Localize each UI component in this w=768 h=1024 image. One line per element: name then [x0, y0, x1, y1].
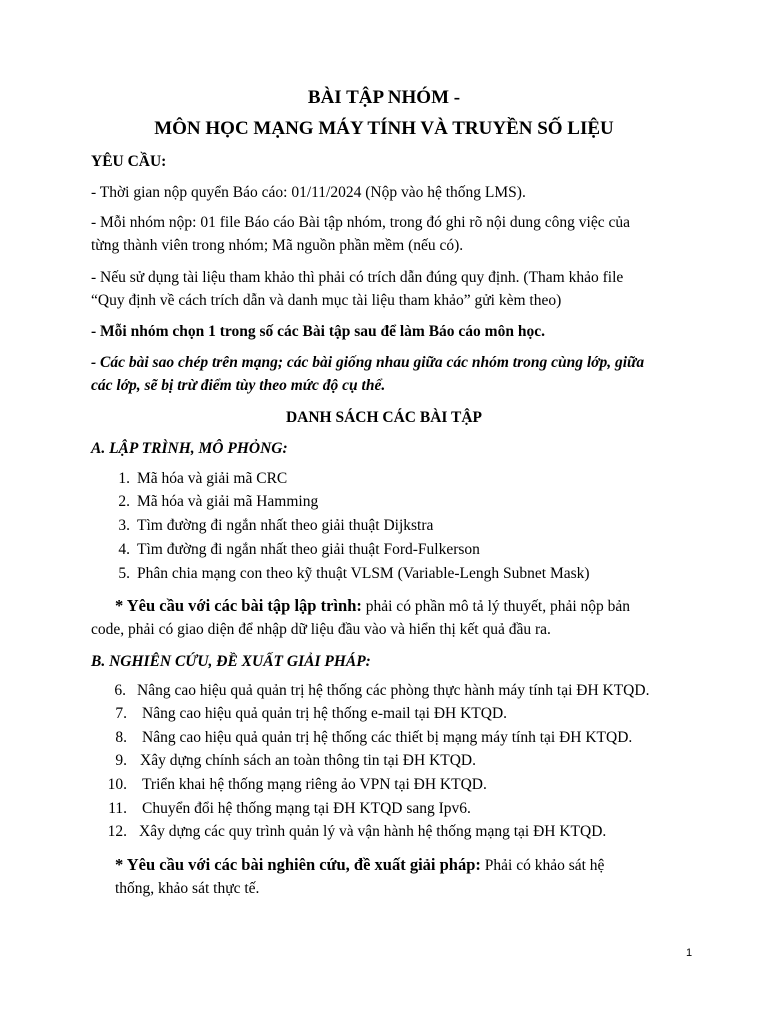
choose-text: - Mỗi nhóm chọn 1 trong số các Bài tập sau để làm Báo cáo môn học.	[91, 323, 545, 340]
submission-text-1: - Mỗi nhóm nộp: 01 file Báo cáo Bài tập nhóm, trong đó ghi rõ nội dung công việc của	[91, 214, 630, 231]
item-text: Chuyển đổi hệ thống mạng tại ĐH KTQD sang Ipv6.	[142, 800, 471, 817]
deadline-text: - Thời gian nộp quyển Báo cáo: 01/11/2024 (Nộp vào hệ thống LMS).	[91, 184, 526, 201]
item-text: Nâng cao hiệu quả quản trị hệ thống các phòng thực hành máy tính tại ĐH KTQD.	[137, 682, 650, 699]
item-number: 4.	[118, 541, 130, 558]
item-number: 6.	[114, 682, 126, 699]
section-a-requirement-1	[115, 594, 630, 618]
citation-text-1: - Nếu sử dụng tài liệu tham khảo thì phải có trích dẫn đúng quy định. (Tham khảo file	[91, 269, 624, 286]
item-number: 9.	[115, 752, 127, 769]
item-text: Nâng cao hiệu quả quản trị hệ thống e-mail tại ĐH KTQD.	[142, 705, 508, 722]
item-number: 3.	[118, 517, 130, 534]
item-text: Triển khai hệ thống mạng riêng ảo VPN tại ĐH KTQD.	[142, 776, 487, 793]
requirement-text: phải có phần mô tả lý thuyết, phải nộp bản	[361, 598, 631, 615]
item-text: Tìm đường đi ngắn nhất theo giải thuật Dijkstra	[137, 517, 434, 534]
requirements-heading: YÊU CẦU:	[91, 153, 167, 170]
item-text: Xây dựng chính sách an toàn thông tin tại ĐH KTQD.	[140, 752, 476, 769]
item-text: Nâng cao hiệu quả quản trị hệ thống các thiết bị mạng máy tính tại ĐH KTQD.	[142, 729, 633, 746]
section-a-requirement-2: code, phải có giao diện để nhập dữ liệu đầu vào và hiển thị kết quả đầu ra.	[91, 621, 551, 638]
item-number: 5.	[118, 565, 130, 582]
title-line-1: BÀI TẬP NHÓM -	[307, 87, 461, 108]
item-number: 2.	[118, 493, 130, 510]
citation-text-2: “Quy định về cách trích dẫn và danh mục tài liệu tham khảo” gửi kèm theo)	[91, 292, 562, 309]
section-b-heading: B. NGHIÊN CỨU, ĐỀ XUẤT GIẢI PHÁP:	[91, 653, 371, 670]
item-number: 8.	[115, 729, 127, 746]
title-line-2: MÔN HỌC MẠNG MÁY TÍNH VÀ TRUYỀN SỐ LIỆU	[154, 118, 614, 139]
item-text: Mã hóa và giải mã CRC	[137, 470, 288, 487]
page-number: 1	[686, 947, 693, 959]
section-b-requirement-2: thống, khảo sát thực tế.	[115, 880, 260, 897]
item-number: 11.	[108, 800, 127, 817]
section-a-heading: A. LẬP TRÌNH, MÔ PHỎNG:	[91, 440, 288, 457]
requirement-lead: * Yêu cầu với các bài nghiên cứu, đề xuất giải pháp:	[115, 855, 481, 874]
item-text: Xây dựng các quy trình quản lý và vận hành hệ thống mạng tại ĐH KTQD.	[139, 823, 607, 840]
submission-text-2: từng thành viên trong nhóm; Mã nguồn phần mềm (nếu có).	[91, 237, 464, 254]
item-number: 12.	[107, 823, 127, 840]
item-number: 7.	[115, 705, 127, 722]
section-b-requirement-1	[115, 853, 604, 877]
item-number: 1.	[118, 470, 130, 487]
item-text: Phân chia mạng con theo kỹ thuật VLSM (Variable-Lengh Subnet Mask)	[137, 565, 590, 582]
requirement-lead: * Yêu cầu với các bài tập lập trình:	[115, 596, 362, 615]
item-text: Tìm đường đi ngắn nhất theo giải thuật Ford-Fulkerson	[137, 541, 480, 558]
warning-text-1: - Các bài sao chép trên mạng; các bài giống nhau giữa các nhóm trong cùng lớp, giữa	[91, 354, 645, 371]
requirement-text: Phải có khảo sát hệ	[480, 857, 605, 874]
list-heading: DANH SÁCH CÁC BÀI TẬP	[285, 409, 483, 426]
warning-text-2: các lớp, sẽ bị trừ điểm tùy theo mức độ cụ thể.	[91, 377, 386, 394]
item-number: 10.	[107, 776, 127, 793]
item-text: Mã hóa và giải mã Hamming	[137, 493, 319, 510]
